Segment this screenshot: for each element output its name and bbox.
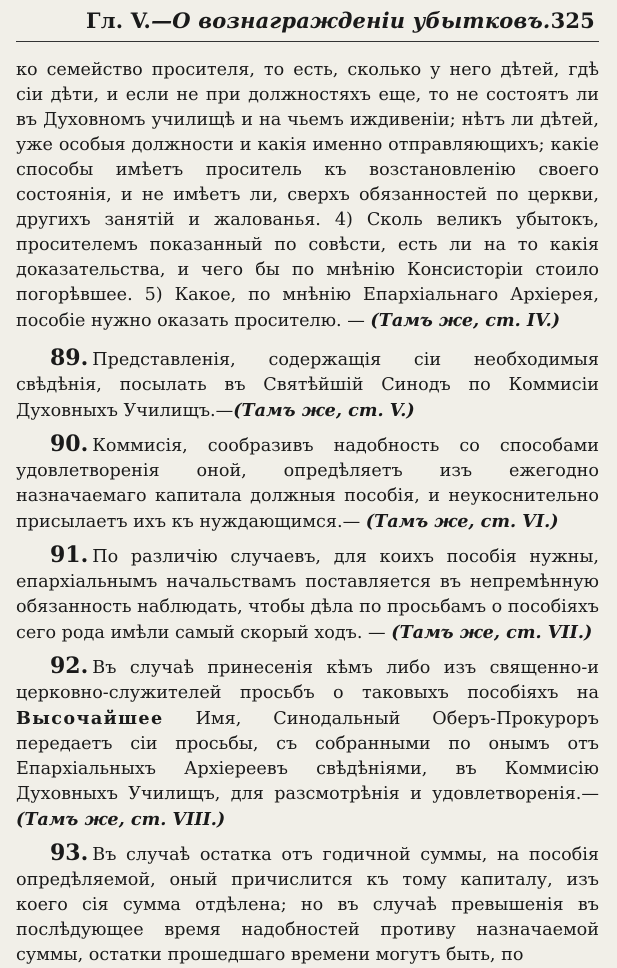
- article-89: [16, 346, 599, 424]
- paragraph-text: Коммисія, сообразивъ надобность со способами удовлетворенія оной, опредѣляетъ изъ ежегодно назначаемаго капитала должныя пособія, и неукоснительно присылаетъ ихъ къ нуждающимся.—: [16, 436, 599, 532]
- article-number: 89.: [50, 345, 89, 371]
- article-92: [16, 654, 599, 833]
- paragraph-text: Въ случаѣ остатка отъ годичной суммы, на пособія опредѣляемой, оный причислится къ тому капиталу, изъ коего сія сумма отдѣлена; но въ случаѣ превышенія въ послѣдующее время надобностей противу назначаемой суммы, остатки прошедшаго времени могутъ быть, по: [16, 845, 599, 965]
- article-90: [16, 432, 599, 535]
- body-text: [16, 58, 599, 968]
- emphasized-word: Высочайшее: [16, 708, 164, 729]
- page-header: [16, 8, 599, 42]
- paragraph-text: ко семейство просителя, то есть, сколько у него дѣтей, гдѣ сіи дѣти, и если не при должностяхъ еще, то не состоятъ ли въ Духовномъ училищѣ и на чьемъ иждивеніи; нѣтъ ли дѣтей, уже особыя должности и какія именно отправляющихъ; какіе способы имѣетъ проситель къ возстановленію своего состоянія, и не имѣетъ ли, сверхъ обязанностей по церкви, другихъ занятій и жалованья. 4) Сколь великъ убытокъ, просителемъ показанный по совѣсти, есть ли на то какія доказательства, и чего бы по мнѣнію Консисторіи стоило погорѣвшее. 5) Какое, по мнѣнію Епархіальнаго Архіерея, пособіе нужно оказать просителю. —: [16, 60, 599, 331]
- article-number: 90.: [50, 431, 89, 457]
- paragraph-text: Въ случаѣ принесенія кѣмъ либо изъ священно-и церковно-служителей просьбъ о таковыхъ пособіяхъ на: [16, 658, 599, 703]
- source-reference: (Тамъ же, ст. IV.): [370, 310, 561, 331]
- source-reference: (Тамъ же, ст. V.): [233, 400, 415, 421]
- article-93: [16, 841, 599, 968]
- paragraph-text: Имя, Синодальный Оберъ-Прокуроръ передаетъ сіи просьбы, съ собранными по онымъ отъ Епархіальныхъ Архіереевъ свѣдѣніями, въ Коммисію Духовныхъ Училищъ, для разсмотрѣнія и удовлетворенія.—: [16, 709, 599, 804]
- chapter-label: Гл. V.: [86, 8, 152, 33]
- chapter-title: —О вознагражденіи убытковъ.: [151, 8, 551, 33]
- article-number: 91.: [50, 542, 89, 568]
- source-reference: (Тамъ же, ст. VIII.): [16, 809, 226, 830]
- source-reference: (Тамъ же, ст. VI.): [365, 511, 559, 532]
- paragraph-text: Представленія, содержащія сіи необходимыя свѣдѣнія, посылать въ Святѣйшій Синодъ по Коммисіи Духовныхъ Училищъ.—: [16, 350, 599, 421]
- page-number: 325: [550, 8, 595, 33]
- running-title: [86, 8, 550, 33]
- article-number: 93.: [50, 840, 89, 866]
- source-reference: (Тамъ же, ст. VII.): [391, 622, 593, 643]
- article-number: 92.: [50, 653, 89, 679]
- paragraph-text: По различію случаевъ, для коихъ пособія нужны, епархіальнымъ начальствамъ поставляется въ непремѣнную обязанность наблюдать, чтобы дѣла по просьбамъ о пособіяхъ сего рода имѣли самый скорый ходъ. —: [16, 547, 599, 643]
- article-91: [16, 543, 599, 646]
- paragraph-continued: [16, 58, 599, 334]
